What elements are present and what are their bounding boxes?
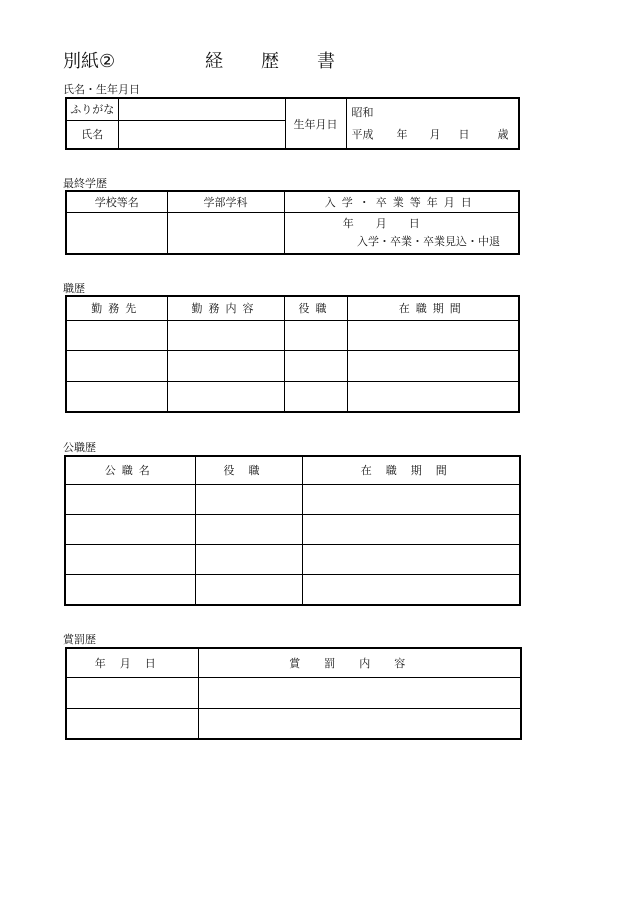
day-unit: 日	[458, 127, 470, 141]
edu-header-faculty: 学部学科	[167, 191, 284, 212]
edu-school-field[interactable]	[66, 212, 167, 254]
section-personal-label: 氏名・生年月日	[63, 83, 140, 96]
work-cell[interactable]	[284, 351, 347, 382]
work-cell[interactable]	[66, 320, 167, 351]
public-header-office: 公職名	[65, 456, 195, 484]
public-header-period: 在職期間	[302, 456, 520, 484]
table-row	[65, 544, 520, 574]
birth-label: 生年月日	[285, 98, 346, 149]
public-cell[interactable]	[302, 514, 520, 544]
work-cell[interactable]	[66, 351, 167, 382]
education-table	[65, 190, 520, 255]
public-cell[interactable]	[65, 574, 195, 605]
section-awards-label: 賞罰歴	[63, 633, 96, 646]
table-row	[65, 484, 520, 514]
table-row	[66, 708, 521, 739]
work-header-position: 役職	[284, 296, 347, 320]
awards-cell[interactable]	[66, 677, 198, 708]
awards-cell[interactable]	[198, 708, 521, 739]
work-cell[interactable]	[347, 351, 519, 382]
public-cell[interactable]	[65, 544, 195, 574]
public-header-position: 役職	[195, 456, 302, 484]
awards-header-content: 賞罰内容	[198, 648, 521, 677]
awards-cell[interactable]	[66, 708, 198, 739]
edu-header-dates: 入学・卒業等年月日	[284, 191, 519, 212]
furigana-field[interactable]	[118, 98, 285, 120]
edu-dates-field[interactable]	[284, 212, 519, 254]
public-cell[interactable]	[65, 514, 195, 544]
work-cell[interactable]	[167, 381, 284, 412]
section-public-label: 公職歴	[63, 441, 96, 454]
public-office-table	[64, 455, 521, 606]
table-row	[66, 320, 519, 351]
work-cell[interactable]	[347, 320, 519, 351]
public-cell[interactable]	[302, 544, 520, 574]
work-cell[interactable]	[284, 320, 347, 351]
work-header-period: 在職期間	[347, 296, 519, 320]
edu-faculty-field[interactable]	[167, 212, 284, 254]
section-education-label: 最終学歴	[63, 177, 107, 190]
work-cell[interactable]	[347, 381, 519, 412]
birth-field[interactable]	[346, 98, 519, 149]
public-cell[interactable]	[302, 574, 520, 605]
work-cell[interactable]	[284, 381, 347, 412]
public-cell[interactable]	[65, 484, 195, 514]
era-heisei: 平成	[351, 127, 374, 141]
era-showa: 昭和	[351, 105, 374, 119]
table-row	[66, 381, 519, 412]
age-unit: 歳	[497, 127, 509, 141]
year-unit: 年	[396, 127, 408, 141]
awards-header-date: 年月日	[66, 648, 198, 677]
public-cell[interactable]	[195, 484, 302, 514]
attachment-label: 別紙②	[63, 51, 116, 72]
awards-cell[interactable]	[198, 677, 521, 708]
work-cell[interactable]	[66, 381, 167, 412]
public-cell[interactable]	[195, 514, 302, 544]
name-field[interactable]	[118, 120, 285, 149]
table-row	[66, 351, 519, 382]
work-cell[interactable]	[167, 320, 284, 351]
public-cell[interactable]	[302, 484, 520, 514]
name-label: 氏名	[66, 120, 118, 149]
public-cell[interactable]	[195, 544, 302, 574]
work-cell[interactable]	[167, 351, 284, 382]
table-row	[66, 677, 521, 708]
section-work-label: 職歴	[63, 282, 85, 295]
edu-date-line: 年 月 日	[342, 216, 420, 230]
furigana-label: ふりがな	[66, 98, 118, 120]
work-header-employer: 勤務先	[66, 296, 167, 320]
edu-header-school: 学校等名	[66, 191, 167, 212]
personal-table	[65, 97, 520, 150]
public-cell[interactable]	[195, 574, 302, 605]
page-title: 経歴書	[205, 51, 373, 72]
table-row	[65, 574, 520, 605]
awards-table	[65, 647, 522, 740]
month-unit: 月	[429, 127, 441, 141]
work-table	[65, 295, 520, 413]
work-header-duties: 勤務内容	[167, 296, 284, 320]
edu-status-line: 入学・卒業・卒業見込・中退	[357, 234, 500, 248]
table-row	[65, 514, 520, 544]
